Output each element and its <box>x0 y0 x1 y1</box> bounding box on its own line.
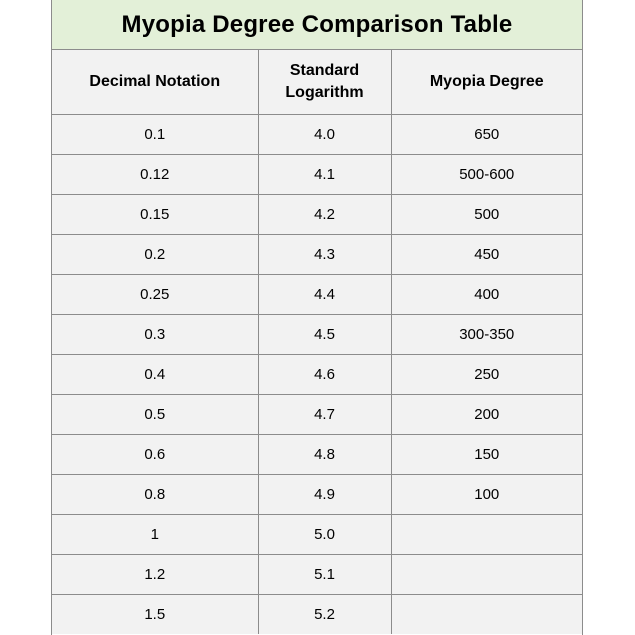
cell-decimal: 0.15 <box>52 194 258 234</box>
cell-degree <box>391 594 582 634</box>
header-standard-logarithm-line1: Standard <box>289 61 360 79</box>
table-row <box>52 194 582 234</box>
cell-decimal: 0.12 <box>52 154 258 194</box>
cell-logarithm: 4.1 <box>258 154 391 194</box>
header-row <box>52 50 582 114</box>
cell-logarithm: 4.5 <box>258 314 391 354</box>
cell-decimal: 0.1 <box>52 114 258 154</box>
table-row <box>52 274 582 314</box>
cell-degree: 500-600 <box>391 154 582 194</box>
cell-logarithm: 5.2 <box>258 594 391 634</box>
cell-degree: 650 <box>391 114 582 154</box>
cell-logarithm: 4.6 <box>258 354 391 394</box>
cell-logarithm: 4.0 <box>258 114 391 154</box>
cell-degree: 100 <box>391 474 582 514</box>
cell-degree <box>391 554 582 594</box>
cell-decimal: 1 <box>52 514 258 554</box>
table-row <box>52 474 582 514</box>
cell-degree: 250 <box>391 354 582 394</box>
table-row <box>52 234 582 274</box>
header-standard-logarithm <box>258 50 391 114</box>
table-row <box>52 434 582 474</box>
cell-decimal: 0.4 <box>52 354 258 394</box>
table-row <box>52 154 582 194</box>
comparison-table <box>52 50 582 634</box>
table-row <box>52 514 582 554</box>
table-row <box>52 354 582 394</box>
table-row <box>52 554 582 594</box>
cell-decimal: 0.8 <box>52 474 258 514</box>
cell-degree: 500 <box>391 194 582 234</box>
cell-logarithm: 4.4 <box>258 274 391 314</box>
cell-decimal: 0.6 <box>52 434 258 474</box>
cell-decimal: 1.5 <box>52 594 258 634</box>
header-decimal-notation: Decimal Notation <box>52 50 258 114</box>
comparison-table-sheet <box>51 0 583 635</box>
header-standard-logarithm-line2: Logarithm <box>285 83 364 101</box>
cell-decimal: 0.3 <box>52 314 258 354</box>
cell-degree: 150 <box>391 434 582 474</box>
header-myopia-degree: Myopia Degree <box>391 50 582 114</box>
cell-degree <box>391 514 582 554</box>
cell-logarithm: 5.1 <box>258 554 391 594</box>
cell-logarithm: 4.8 <box>258 434 391 474</box>
cell-logarithm: 4.2 <box>258 194 391 234</box>
cell-decimal: 0.5 <box>52 394 258 434</box>
cell-logarithm: 4.7 <box>258 394 391 434</box>
cell-degree: 400 <box>391 274 582 314</box>
table-title: Myopia Degree Comparison Table <box>52 0 582 50</box>
cell-degree: 300-350 <box>391 314 582 354</box>
cell-logarithm: 5.0 <box>258 514 391 554</box>
cell-decimal: 0.25 <box>52 274 258 314</box>
table-body <box>52 114 582 634</box>
table-row <box>52 314 582 354</box>
cell-logarithm: 4.3 <box>258 234 391 274</box>
cell-logarithm: 4.9 <box>258 474 391 514</box>
table-row <box>52 114 582 154</box>
cell-decimal: 0.2 <box>52 234 258 274</box>
table-row <box>52 594 582 634</box>
table-row <box>52 394 582 434</box>
cell-decimal: 1.2 <box>52 554 258 594</box>
cell-degree: 200 <box>391 394 582 434</box>
cell-degree: 450 <box>391 234 582 274</box>
